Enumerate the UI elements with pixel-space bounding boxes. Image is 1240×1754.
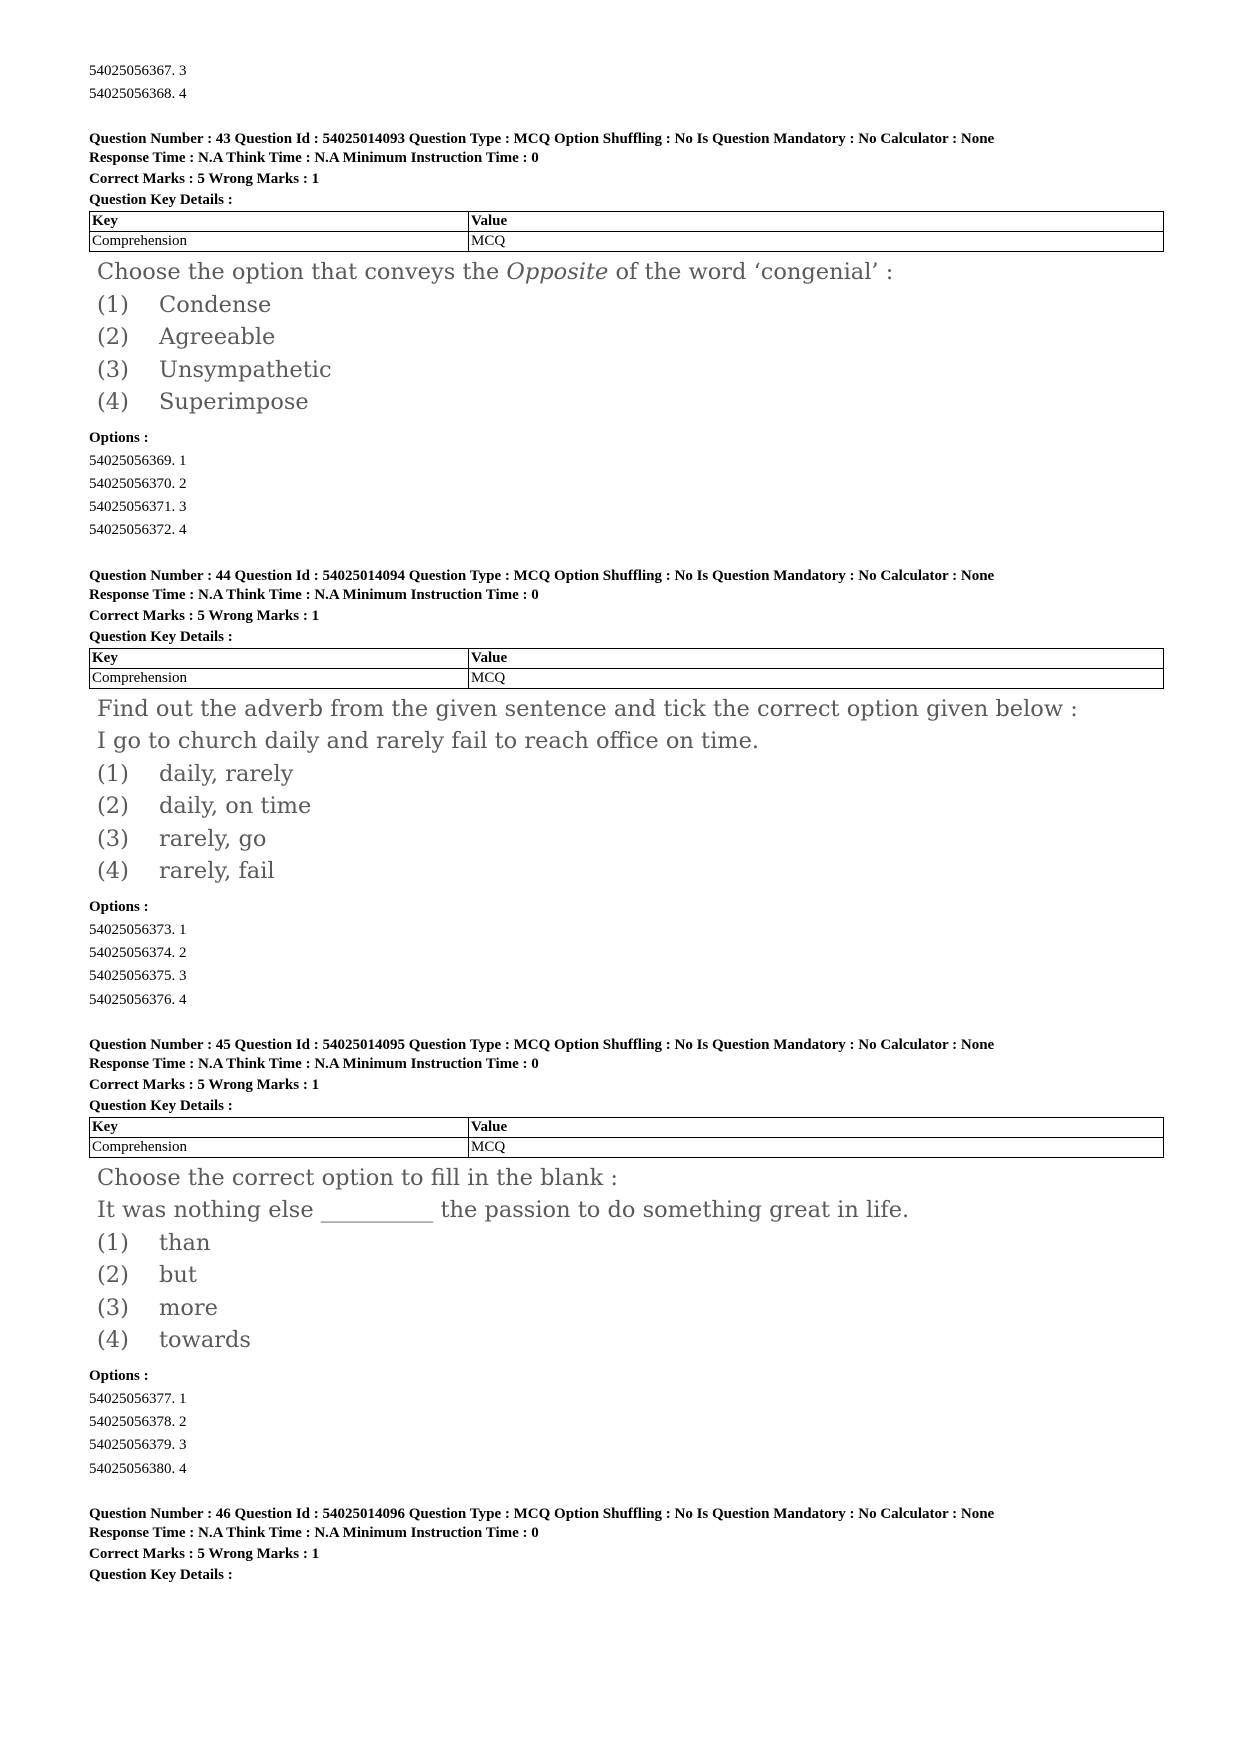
key-cell: Comprehension	[90, 668, 469, 688]
key-cell: Comprehension	[90, 232, 469, 252]
options-label: Options :	[89, 898, 149, 915]
option-line: 54025056379. 3	[89, 1437, 187, 1454]
emphasis-word: Opposite	[506, 259, 609, 285]
options-label: Options :	[89, 429, 149, 446]
question-meta: Question Number : 46 Question Id : 54025014096 Question Type : MCQ Option Shuffling : No Is Question Mandatory : No Calculator : None	[89, 1506, 995, 1523]
choice: (1) Condense	[97, 291, 272, 318]
option-line: 54025056371. 3	[89, 499, 187, 516]
option-line: 54025056378. 2	[89, 1414, 187, 1431]
question-marks: Correct Marks : 5 Wrong Marks : 1	[89, 1546, 320, 1563]
key-details-table	[89, 648, 1164, 689]
options-label: Options :	[89, 1367, 149, 1384]
question-stem: Choose the option that conveys the Opposite of the word ‘congenial’ :	[97, 259, 894, 285]
choice: (2) Agreeable	[97, 324, 276, 350]
key-header: Key	[90, 1117, 469, 1137]
option-line: 54025056367. 3	[89, 63, 187, 79]
key-details-table	[89, 211, 1164, 252]
option-line: 54025056377. 1	[89, 1390, 187, 1407]
option-line: 54025056372. 4	[89, 522, 187, 539]
choice: (3) rarely, go	[97, 825, 267, 852]
question-text	[89, 1162, 1164, 1357]
question-block	[89, 567, 1164, 1012]
question-text	[89, 693, 1164, 888]
choice: (4) rarely, fail	[97, 858, 275, 885]
question-block	[89, 1036, 1164, 1481]
question-timing: Response Time : N.A Think Time : N.A Minimum Instruction Time : 0	[89, 1055, 539, 1072]
key-details-label: Question Key Details :	[89, 1097, 233, 1114]
question-meta: Question Number : 44 Question Id : 54025014094 Question Type : MCQ Option Shuffling : No Is Question Mandatory : No Calculator : None	[89, 567, 995, 584]
option-line: 54025056368. 4	[89, 86, 187, 102]
question-block	[89, 1505, 1164, 1585]
key-header: Key	[90, 212, 469, 232]
question-timing: Response Time : N.A Think Time : N.A Minimum Instruction Time : 0	[89, 586, 539, 603]
question-meta: Question Number : 45 Question Id : 54025014095 Question Type : MCQ Option Shuffling : No Is Question Mandatory : No Calculator : None	[89, 1036, 995, 1053]
key-header: Key	[90, 648, 469, 668]
choice: (1) than	[97, 1229, 211, 1256]
question-marks: Correct Marks : 5 Wrong Marks : 1	[89, 607, 320, 624]
choice: (3) Unsympathetic	[97, 356, 332, 383]
choice: (1) daily, rarely	[97, 760, 294, 787]
value-cell: MCQ	[469, 232, 1164, 252]
question-meta: Question Number : 43 Question Id : 54025014093 Question Type : MCQ Option Shuffling : No Is Question Mandatory : No Calculator : None	[89, 131, 995, 147]
key-details-table	[89, 1117, 1164, 1158]
question-sentence: I go to church daily and rarely fail to reach office on time.	[97, 728, 760, 755]
value-cell: MCQ	[469, 668, 1164, 688]
key-details-label: Question Key Details :	[89, 192, 233, 208]
value-cell: MCQ	[469, 1137, 1164, 1157]
value-header: Value	[469, 648, 1164, 668]
option-line: 54025056370. 2	[89, 475, 187, 492]
option-line: 54025056369. 1	[89, 452, 187, 469]
document-page	[89, 60, 1164, 1585]
value-header: Value	[469, 212, 1164, 232]
option-line: 54025056376. 4	[89, 991, 187, 1008]
option-line: 54025056373. 1	[89, 921, 187, 938]
previous-options	[89, 60, 1164, 106]
choice: (2) daily, on time	[97, 793, 312, 820]
question-marks: Correct Marks : 5 Wrong Marks : 1	[89, 171, 320, 187]
option-line: 54025056374. 2	[89, 944, 187, 961]
question-timing: Response Time : N.A Think Time : N.A Minimum Instruction Time : 0	[89, 150, 539, 166]
value-header: Value	[469, 1117, 1164, 1137]
question-block	[89, 130, 1164, 543]
question-stem: Choose the correct option to fill in the blank :	[97, 1164, 618, 1191]
option-line: 54025056380. 4	[89, 1460, 187, 1477]
choice: (4) Superimpose	[97, 389, 309, 415]
question-marks: Correct Marks : 5 Wrong Marks : 1	[89, 1076, 320, 1093]
key-details-label: Question Key Details :	[89, 628, 233, 645]
question-sentence: It was nothing else __________ the passion to do something great in life.	[97, 1197, 910, 1224]
choice: (4) towards	[97, 1327, 251, 1354]
choice: (3) more	[97, 1294, 218, 1321]
choice: (2) but	[97, 1262, 197, 1289]
question-timing: Response Time : N.A Think Time : N.A Minimum Instruction Time : 0	[89, 1525, 539, 1542]
key-cell: Comprehension	[90, 1137, 469, 1157]
option-line: 54025056375. 3	[89, 968, 187, 985]
question-text	[89, 256, 1164, 419]
question-stem: Find out the adverb from the given sentence and tick the correct option given below :	[97, 695, 1078, 722]
key-details-label: Question Key Details :	[89, 1567, 233, 1584]
